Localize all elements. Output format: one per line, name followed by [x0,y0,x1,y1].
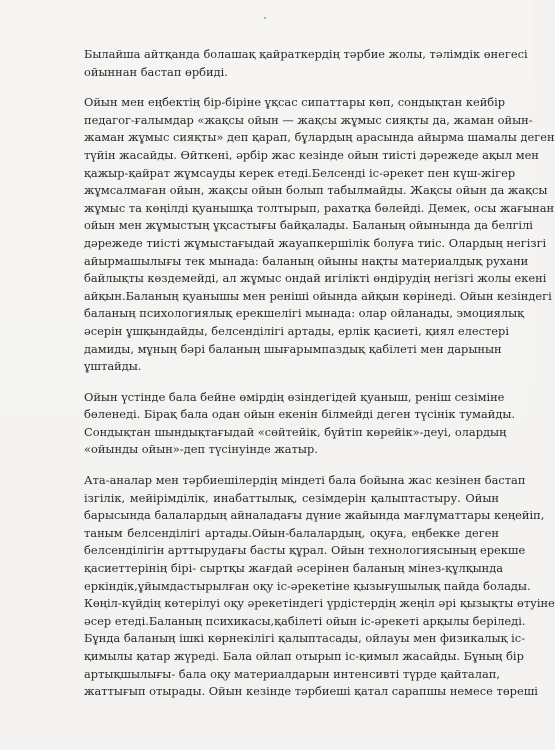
text-line: еркіндік,ұйымдастырылған оқу іс-әрекетіне қызығушылық пайда болады. [84,578,531,593]
text-line: Көңіл-күйдің көтерілуі оқу әрекетіндегі үрдістердің жеңіл әрі қызықты өтуіне [84,596,555,611]
text-line: әсерін ұшқындайды, белсенділігі артады, ерлік қасиеті, қиял елестері [84,323,509,338]
text-line: барысында балалардың айналадағы дүние жайында мағлұматтары кеңейіп, [84,508,545,523]
text-line: жұмыс та көңілді қуанышқа толтырып, рахатқа бөлейді. Демек, осы жағынан [84,200,555,215]
text-line: бөленеді. Бірақ бала одан ойын екенін білмейді деген түсінік тумайды. [84,407,516,422]
text-line: Ойын үстінде бала бейне өмірдің өзіндегідей қуаныш, реніш сезіміне [84,389,505,404]
text-line: «ойынды ойын»-деп түсінуінде жатыр. [84,442,318,457]
text-line: ойын мен жұмыстың ұқсастығы байқалады. Баланың ойынында да белгілі [84,218,533,233]
text-line: түйін жасайды. Өйткені, әрбір жас кезінде ойын тиісті дәрежеде ақыл мен [84,147,539,162]
text-line: Былайша айтқанда болашақ қайраткердің тәрбие жолы, тәлімдік өнегесі [84,47,528,61]
text-line: жаман жұмыс сияқты» деп қарап, бұлардың арасында айырма шамалы деген [84,130,555,145]
text-line: Бұнда баланың ішкі көрнекілігі қалыптасады, ойлауы мен физикалық іс- [84,631,525,646]
text-line: белсенділігін арттырудағы басты құрал. Ойын технологиясының ерекше [84,543,526,558]
text-line: Ойын мен еңбектің бір-біріне ұқсас сипаттары көп, сондықтан кейбір [84,95,506,110]
document-body [84,46,555,714]
text-line: дамиды, мұның бәрі баланың шығарымпаздық қабілеті мен дарынын [84,341,502,356]
text-line: баланың психологиялық ерекшелігі мынада: олар ойланады, эмоциялық [84,306,525,321]
text-line: айырмашылығы тек мынада: баланың ойыны нақты материалдық рухани [84,253,529,268]
paragraph [84,472,555,701]
paragraph [84,389,516,459]
text-line: айқын.Баланың қуанышы мен реніші ойында айқын көрінеді. Ойын кезіндегі [84,288,552,303]
text-line: Ата-аналар мен тәрбиешілердің міндеті бала бойына жас кезінен бастап [84,473,526,488]
text-line: ұштайды. [84,359,142,374]
text-line: байлықты көздемейді, ал жұмыс ондай игілікті өндірудің негізгі жолы екені [84,271,547,286]
text-line: артықшылығы- бала оқу материалдарын интенсивті түрде қайталап, [84,666,500,681]
text-line: жұмсалмаған ойын, жақсы ойын болып табылмайды. Жақсы ойын да жақсы [84,183,548,198]
paragraph [84,46,528,81]
paragraph [84,94,555,376]
text-line: Сондықтан шындықтағыдай «сөйтейік, бүйтіп көрейік»-деуі, олардың [84,424,507,439]
text-line: әсер етеді.Баланың психикасы,қабілеті ойын іс-әрекеті арқылы беріледі. [84,613,526,628]
scan-speck [264,17,266,19]
text-line: жаттығып отырады. Ойын кезінде тәрбиеші қатал сарапшы немесе төреші [84,684,538,699]
text-line: қимылы қатар жүреді. Бала ойлап отырып іс-қимыл жасайды. Бұның бір [84,649,524,663]
text-line: ойыннан бастап өрбиді. [84,64,228,79]
text-line: педагог-ғалымдар «жақсы ойын — жақсы жұмыс сияқты да, жаман ойын- [84,112,533,127]
text-line: қасиеттерінің бірі- сыртқы жағдай әсерінен баланың мінез-құлқында [84,561,504,576]
text-line: ізгілік, мейірімділік, инабаттылық, сезімдерін қалыптастыру. Ойын [84,490,499,505]
text-line: таным белсенділігі артады.Ойын-балалардың, оқуға, еңбекке деген [84,525,499,540]
text-line: дәрежеде тиісті жұмыстағыдай жауапкершілік болуға тиіс. Олардың негізгі [84,235,547,250]
text-line: қажыр-қайрат жұмсауды керек етеді.Белсенді іс-әрекет пен күш-жігер [84,165,516,180]
